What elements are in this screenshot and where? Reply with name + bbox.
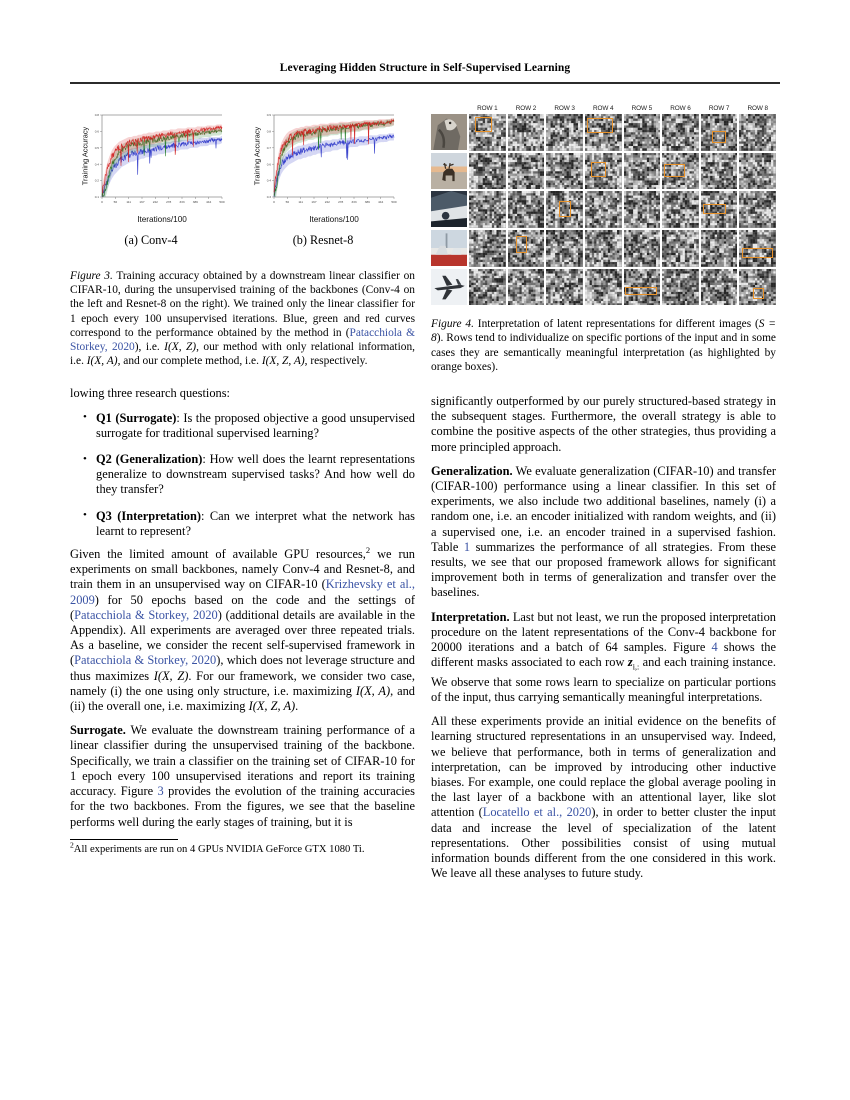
svg-text:444: 444	[206, 200, 212, 205]
figure-4-mask-r3-c1	[469, 191, 506, 228]
figure-4-mask-r5-c3	[546, 269, 583, 306]
figure-4-mask-r2-c3	[546, 153, 583, 190]
figure-4-mask-r4-c7	[701, 230, 738, 267]
svg-text:111: 111	[298, 200, 304, 205]
paragraph-continued: significantly outperformed by our purely structured-based strategy in the subsequent stages. Furthermore, the overall strategy is able to combine the positive aspects of the other strategies, thus providing a more principled approach.	[431, 393, 776, 454]
figure-4-mask-r3-c3	[546, 191, 583, 228]
question-item-q2	[96, 452, 415, 498]
gpu-text-7: , and (ii) the overall one, i.e. maximizing	[70, 683, 415, 714]
paragraph-lead: lowing three research questions:	[70, 386, 230, 401]
research-questions-list	[70, 411, 415, 539]
right-column	[431, 105, 776, 891]
figure-4-mask-r2-c8	[739, 153, 776, 190]
figure-3-caption-text-1: Training accuracy obtained by a downstream linear classifier on CIFAR-10, during the unsupervised training of the backbones (Conv-4 on the left and Resnet-8 on the right). We trained only the linear classifier for 1 epoch every 100 unsupervised iterations. Blue, green and red curves correspond to the performance obtained by the method in (	[70, 270, 415, 339]
chart-resnet8	[248, 109, 398, 227]
figure-3-caption-text-3: , our method with only relational information, i.e.	[70, 341, 415, 368]
question-item-q1	[96, 411, 415, 441]
figure-4-mask-r1-c2	[508, 114, 545, 151]
question-label-q2: Q2 (Generalization)	[96, 452, 203, 467]
gpu-text-6: . For our framework, we consider two case, namely (i) the one using only structure, i.e. maximizing	[70, 668, 415, 698]
svg-text:0.3: 0.3	[266, 195, 271, 200]
chart-conv4	[76, 109, 226, 227]
gpu-text-2: we run experiments on small backbones, namely Conv-4 and Resnet-8, and train them in an unsupervised way on CIFAR-10 (	[70, 547, 415, 592]
figure-4-header-row-2: ROW 2	[515, 105, 537, 112]
surrogate-text-2: provides the evolution of the training accuracies for the two backbones. From the figures, we see that the baseline performs well during the early stages of training, but it is	[70, 784, 415, 829]
footnote-number: 2	[70, 840, 74, 850]
svg-text:333: 333	[179, 200, 185, 205]
figure-4-corner-spacer	[431, 105, 467, 112]
figure-3-citation[interactable]: Patacchiola & Storkey, 2020	[70, 326, 415, 354]
svg-text:Iterations/100: Iterations/100	[309, 215, 359, 224]
figure-4-header-row-4: ROW 4	[592, 105, 614, 112]
figure-4-mask-r4-c4	[585, 230, 622, 267]
svg-text:333: 333	[351, 200, 357, 205]
svg-text:389: 389	[364, 200, 370, 205]
figure-4-source-image-5	[431, 269, 467, 305]
gpu-text-5: ), which does not leverage structure and thus maximizes	[70, 653, 415, 683]
figure-4-caption-text-1: Interpretation of latent representations for different images (	[473, 318, 759, 331]
svg-text:167: 167	[139, 200, 145, 205]
svg-text:0.4: 0.4	[266, 178, 271, 183]
generalization-text-2: summarizes the performance of all strategies. From these results, we see that our proposed framework allows for significant improvement both in terms of generalization and transfer over the baselines.	[431, 539, 777, 600]
citation-krizhevsky[interactable]: Krizhevsky et al., 2009	[70, 577, 415, 607]
svg-text:278: 278	[338, 200, 344, 205]
gpu-text-8: .	[295, 699, 299, 714]
figure-4-mask-r2-c2	[508, 153, 545, 190]
figure-4	[431, 105, 776, 305]
figure-3-caption-text-4: , and our complete method, i.e.	[117, 355, 262, 368]
figure-4-mask-r4-c2	[508, 230, 545, 267]
figure-3-math-1: I(X, Z)	[164, 341, 197, 354]
figure-4-mask-r3-c7	[701, 191, 738, 228]
figure-4-mask-r2-c7	[701, 153, 738, 190]
figure-4-header-row-1: ROW 1	[477, 105, 498, 112]
footnote-rule	[70, 839, 178, 840]
figure-4-mask-r4-c6	[662, 230, 699, 267]
header-rule	[70, 82, 780, 84]
interpretation-text-3: and each training instance. We observe that some rows learn to specialize on particular portions of the input, thus carrying semantically meaningful interpretations.	[431, 655, 776, 705]
citation-patacchiola-a[interactable]: Patacchiola & Storkey, 2020	[74, 607, 218, 622]
figure-4-mask-r5-c7	[701, 269, 738, 306]
svg-text:0: 0	[273, 200, 275, 205]
figure-4-source-image-1	[431, 114, 467, 150]
question-label-q1: Q1 (Surrogate)	[96, 410, 177, 425]
svg-text:278: 278	[166, 200, 172, 205]
figure-4-mask-r2-c6	[662, 153, 699, 190]
surrogate-text-1: We evaluate the downstream training performance of a linear classifier during the unsupervised training of the backbone. Specifically, we train a classifier on the training set of CIFAR-10 for 1 epoch every 100 unsupervised iterations and report its training accuracy. Figure	[70, 723, 415, 799]
page-title: Leveraging Hidden Structure in Self-Supervised Learning	[279, 62, 571, 74]
figure-4-header-row-8: ROW 8	[747, 105, 768, 112]
svg-text:Iterations/100: Iterations/100	[137, 215, 187, 224]
figure-3-subcaption-b: (b) Resnet-8	[292, 233, 354, 247]
figure-4-mask-r2-c1	[469, 153, 506, 190]
figure-4-mask-r2-c4	[585, 153, 622, 190]
surrogate-heading: Surrogate.	[70, 723, 126, 738]
figure-3-label: Figure 3.	[70, 270, 113, 282]
svg-text:56: 56	[285, 200, 290, 205]
svg-text:0.4: 0.4	[94, 162, 99, 167]
figure-4-mask-r4-c8	[739, 230, 776, 267]
figure-4-mask-r1-c5	[624, 114, 661, 151]
figure-ref-4[interactable]: 4	[711, 639, 718, 654]
figure-3-subcaption-a: (a) Conv-4	[124, 233, 178, 247]
svg-text:0.7: 0.7	[266, 145, 271, 150]
svg-text:167: 167	[311, 200, 317, 205]
figure-4-mask-r3-c2	[508, 191, 545, 228]
gpu-text-1: Given the limited amount of available GPU resources,	[70, 547, 366, 562]
figure-4-mask-r1-c6	[662, 114, 699, 151]
generalization-heading: Generalization.	[431, 463, 513, 478]
svg-text:444: 444	[378, 200, 384, 205]
svg-text:222: 222	[324, 200, 330, 205]
figure-4-mask-r4-c5	[624, 230, 661, 267]
figure-4-mask-r3-c5	[624, 191, 661, 228]
question-item-q3	[96, 509, 415, 539]
paragraph-gpu-resources	[70, 544, 415, 714]
figure-4-mask-r2-c5	[624, 153, 661, 190]
figure-3-math-2: I(X, A)	[86, 355, 118, 368]
interpretation-heading: Interpretation.	[431, 609, 510, 624]
interpretation-text-1: Last but not least, we run the proposed interpretation procedure on the latent representations of the Conv-4 backbone for 20000 iterations and a batch of 64 samples. Figure	[431, 609, 776, 654]
footnote-marker-inline: 2	[365, 544, 371, 555]
figure-4-grid	[431, 114, 776, 305]
figure-4-mask-r1-c3	[546, 114, 583, 151]
citation-locatello[interactable]: Locatello et al., 2020	[482, 805, 592, 820]
figure-3	[70, 105, 415, 255]
math-i-xa: I(X, A)	[355, 683, 391, 698]
interpretation-math-z: z	[627, 655, 633, 670]
figure-4-label: Figure 4.	[431, 318, 474, 331]
svg-text:111: 111	[126, 200, 132, 205]
paragraph-interpretation	[431, 610, 776, 706]
svg-text:500: 500	[219, 200, 225, 205]
footnote-text: All experiments are run on 4 GPUs NVIDIA GeForce GTX 1080 Ti.	[73, 843, 365, 855]
svg-text:56: 56	[113, 200, 118, 205]
figure-4-mask-r3-c8	[739, 191, 776, 228]
question-text-q2: : How well does the learnt representations generalize to downstream supervised tasks? And how well do they transfer?	[96, 452, 415, 497]
svg-text:0.9: 0.9	[266, 113, 271, 118]
figure-ref-3[interactable]: 3	[157, 784, 164, 799]
question-text-q3: : Can we interpret what the network has learnt to represent?	[96, 508, 415, 538]
figure-4-source-image-2	[431, 153, 467, 189]
gpu-text-3: ) for 50 epochs based on the code and the settings of (	[70, 592, 415, 622]
paragraph-surrogate	[70, 723, 415, 829]
figure-4-mask-r4-c1	[469, 230, 506, 267]
chart-resnet8-svg	[248, 109, 398, 227]
figure-4-mask-r1-c1	[469, 114, 506, 151]
figure-4-header-row-7: ROW 7	[708, 105, 730, 112]
figure-4-mask-r1-c8	[739, 114, 776, 151]
figure-4-column-headers	[431, 105, 776, 112]
svg-text:0.2: 0.2	[94, 178, 99, 183]
svg-text:0.6: 0.6	[94, 129, 99, 134]
figure-3-caption	[70, 269, 415, 368]
figure-4-mask-r3-c4	[585, 191, 622, 228]
figure-4-mask-r1-c4	[585, 114, 622, 151]
svg-text:Training Accuracy: Training Accuracy	[252, 126, 262, 186]
svg-text:0.6: 0.6	[266, 162, 271, 167]
paragraph-generalization	[431, 464, 776, 601]
figure-4-caption	[431, 317, 776, 374]
footnote	[70, 840, 415, 857]
svg-text:0.8: 0.8	[266, 129, 271, 134]
chart-conv4-svg	[76, 109, 226, 227]
figure-4-mask-r5-c4	[585, 269, 622, 306]
question-text-q1: : Is the proposed objective a good unsupervised surrogate for traditional supervised learning?	[96, 410, 415, 440]
final-text-2: ), in order to better cluster the input data and increase the level of specialization of the latent representations. Other possibilities consist of using mutual information bounds different from the one considered in this work. We leave all these analyses to future study.	[431, 805, 776, 881]
math-i-xza: I(X, Z, A)	[248, 699, 296, 714]
figure-4-mask-r5-c5	[624, 269, 661, 306]
figure-4-header-row-3: ROW 3	[554, 105, 575, 112]
figure-4-header-row-6: ROW 6	[670, 105, 691, 112]
figure-3-math-3: I(X, Z, A)	[261, 355, 305, 368]
svg-text:0.1: 0.1	[94, 195, 99, 200]
final-text-1: All these experiments provide an initial evidence on the benefits of learning structured representations in an unsupervised way. Indeed, we believe that performance, both in terms of generalization and interpretation, can be improved by introducing other inductive biases. For example, one could replace the global average pooling in the last layer of a backbone with an attentional layer, like slot attention (	[431, 714, 776, 820]
figure-4-source-image-4	[431, 230, 467, 266]
figure-3-caption-text-5: , respectively.	[304, 355, 368, 368]
svg-text:0: 0	[101, 200, 103, 205]
figure-4-mask-r1-c7	[701, 114, 738, 151]
svg-text:Training Accuracy: Training Accuracy	[80, 126, 90, 186]
svg-text:500: 500	[391, 200, 397, 205]
figure-4-math-s: S = 8	[431, 318, 776, 345]
interpretation-text-2: shows the different masks associated to each row	[431, 639, 776, 670]
figure-4-header-row-5: ROW 5	[631, 105, 653, 112]
table-ref-1[interactable]: 1	[463, 539, 471, 554]
figure-4-mask-r4-c3	[546, 230, 583, 267]
svg-text:222: 222	[152, 200, 158, 205]
paragraph-final	[431, 714, 776, 881]
left-column	[70, 105, 415, 856]
figure-4-mask-r3-c6	[662, 191, 699, 228]
gpu-text-4: ) (additional details are available in the Appendix). All experiments are averaged over three repeated trials. As a baseline, we consider the recent self-supervised framework in (	[70, 607, 415, 668]
figure-4-caption-text-2: ). Rows tend to individualize on specific portions of the input and in some cases they are semantically meaningful interpretation (as highlighted by orange boxes).	[431, 332, 776, 373]
interpretation-math-subscript: i,:	[632, 662, 640, 672]
figure-4-mask-r5-c6	[662, 269, 699, 306]
figure-4-mask-r5-c2	[508, 269, 545, 306]
question-label-q3: Q3 (Interpretation)	[96, 508, 201, 523]
figure-4-mask-r5-c8	[739, 269, 776, 306]
svg-text:0.5: 0.5	[94, 145, 99, 150]
svg-text:389: 389	[192, 200, 198, 205]
svg-text:0.8: 0.8	[94, 113, 99, 118]
figure-3-caption-text-2: ), i.e.	[134, 341, 165, 354]
figure-4-source-image-3	[431, 191, 467, 227]
figure-4-mask-r5-c1	[469, 269, 506, 306]
citation-patacchiola-b[interactable]: Patacchiola & Storkey, 2020	[74, 653, 217, 668]
math-i-xz: I(X, Z)	[153, 668, 189, 683]
generalization-text-1: We evaluate generalization (CIFAR-10) and transfer (CIFAR-100) performance using a linear classifier. In this set of experiments, we also include two additional baselines, namely (i) a random one, i.e. an encoder initialized with random weights, and (ii) a supervised one, i.e. an encoder trained in a supervised fashion. Table	[431, 463, 776, 554]
